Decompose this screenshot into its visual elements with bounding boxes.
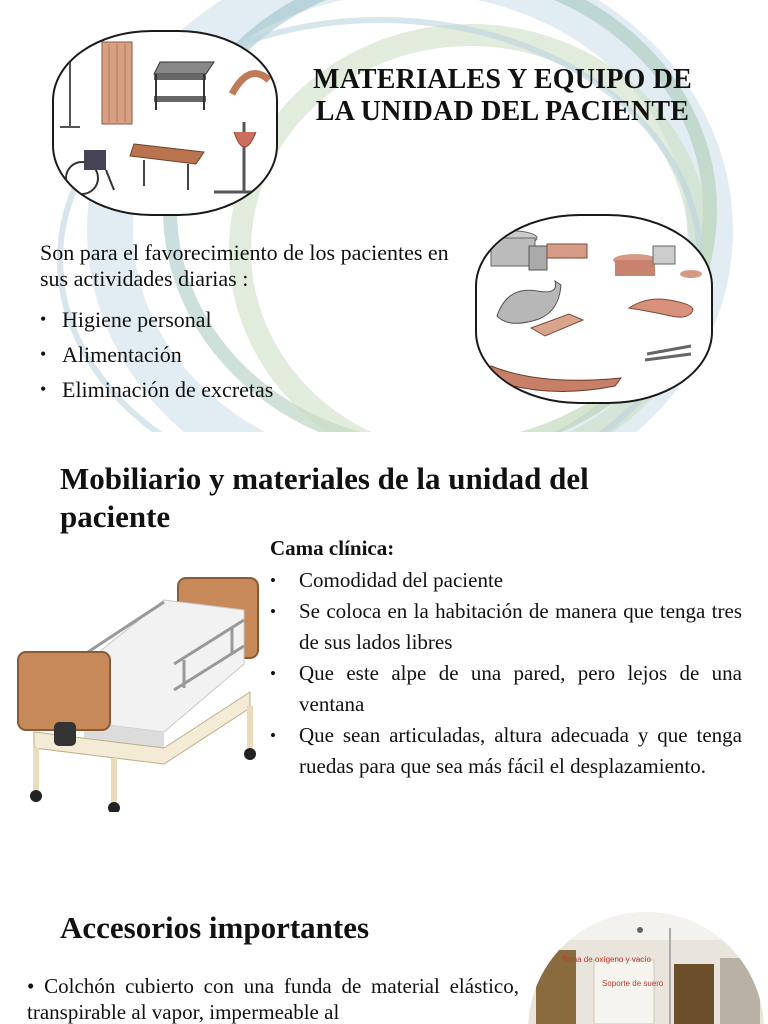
subheading: Cama clínica: [270,536,395,560]
list-item: • Que este alpe de una pared, pero lejos de una ventana [268,658,742,720]
slide-2 [0,432,768,1024]
activities-list [40,302,273,407]
list-item: • Comodidad del paciente [268,565,742,596]
furniture-collage-image [52,30,278,216]
hospital-bed-image [14,572,264,812]
list-item: • Eliminación de excretas [40,372,273,407]
section-heading: Mobiliario y materiales de la unidad del paciente [60,461,589,534]
list-item: • Que sean articuladas, altura adecuada y que tenga ruedas para que sea más fácil el desplazamiento. [268,720,742,782]
hospital-room-image [524,910,768,1024]
accessories-heading: Accesorios importantes [60,910,370,945]
slide-1 [0,0,768,432]
bed-features-list [268,565,742,782]
slide-title: MATERIALES Y EQUIPO DE LA UNIDAD DEL PACIENTE [312,64,693,127]
accessories-paragraph: • Colchón cubierto con una funda de material elástico, transpirable al vapor, impermeable al [27,974,519,1024]
intro-text: Son para el favorecimiento de los pacientes en sus actividades diarias : [40,240,449,291]
room-label: Soporte de suero [602,979,664,988]
list-item: • Alimentación [40,337,273,372]
room-label: Toma de oxígeno y vacío [562,955,651,964]
list-item: • Higiene personal [40,302,273,337]
list-item: • Se coloca en la habitación de manera que tenga tres de sus lados libres [268,596,742,658]
materials-collage-image [475,214,713,404]
